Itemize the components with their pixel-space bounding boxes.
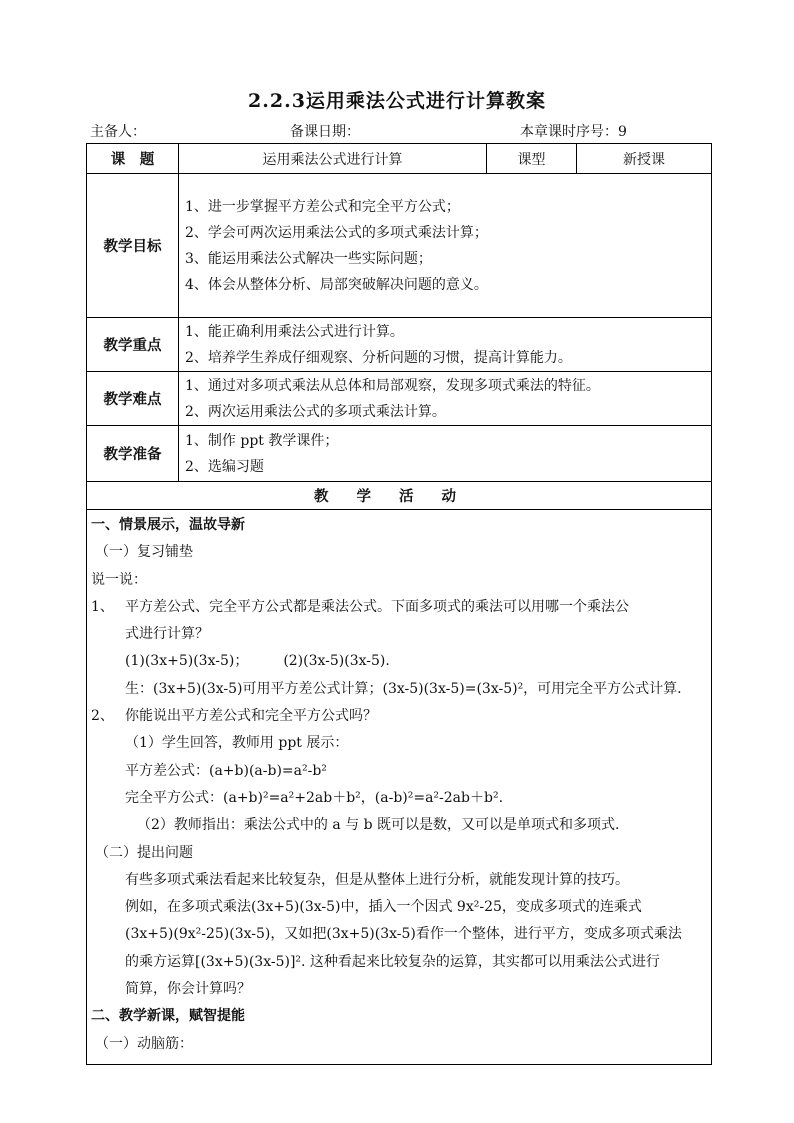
focus-item: 2、培养学生养成仔细观察、分析问题的习惯，提高计算能力。 [185, 349, 572, 366]
paragraph: (3x+5)(9x²-25)(3x-5)，又如把(3x+5)(3x-5)看作一个整体，进行平方，变成多项式乘法 [125, 926, 682, 943]
question-text: 式进行计算？ [125, 626, 209, 643]
prep-item: 1、制作 ppt 教学课件； [185, 432, 339, 449]
paragraph: 简算，你会计算吗？ [125, 981, 251, 998]
prep-row [87, 426, 712, 482]
focus-item: 1、能正确利用乘法公式进行计算。 [185, 323, 404, 340]
question-2-line [91, 703, 711, 730]
prep-label: 教学准备 [87, 426, 179, 482]
goals-row [87, 174, 712, 318]
activity-header-row [87, 482, 712, 510]
paragraph: 有些多项式乘法看起来比较复杂，但是从整体上进行分析，就能发现计算的技巧。 [125, 871, 629, 888]
activity-body-row [87, 510, 712, 1065]
answer-line: 生：(3x+5)(3x-5)可用平方差公式计算；(3x-5)(3x-5)=(3x-5)²，可用完全平方公式计算. [125, 680, 682, 697]
goal-item: 4、体会从整体分析、局部突破解决问题的意义。 [185, 276, 488, 293]
goal-item: 1、进一步掌握平方差公式和完全平方公式； [185, 198, 460, 215]
prep-item: 2、选编习题 [185, 458, 264, 475]
paragraph: （1）学生回答，教师用 ppt 展示： [125, 735, 349, 752]
paragraph: 的乘方运算[(3x+5)(3x-5)]². 这种看起来比较复杂的运算，其实都可以用乘法公式进行 [125, 953, 660, 970]
topic-label: 课 题 [87, 144, 179, 174]
section-heading: 二、教学新课，赋智提能 [91, 1008, 245, 1025]
difficulty-item: 1、通过对多项式乘法从总体和局部观察，发现多项式乘法的特征。 [185, 377, 600, 394]
topic-value: 运用乘法公式进行计算 [179, 144, 487, 174]
formula-line: 完全平方公式：(a+b)²=a²+2ab＋b²，(a-b)²=a²-2ab＋b². [125, 789, 504, 806]
serial-label: 本章课时序号：9 [520, 124, 627, 140]
difficulty-list [179, 372, 712, 426]
lesson-plan-table [86, 143, 712, 1065]
question-text: 平方差公式、完全平方公式都是乘法公式。下面多项式的乘法可以用哪一个乘法公 [125, 598, 629, 615]
preparer-label: 主备人： [90, 124, 146, 140]
question-number: 1、 [91, 598, 114, 615]
goals-list [179, 174, 712, 318]
section-heading: 一、情景展示，温故导新 [91, 517, 245, 533]
activity-header: 教学活动 [87, 482, 712, 510]
type-label: 课型 [487, 144, 577, 174]
activity-body [87, 510, 712, 1065]
goals-label: 教学目标 [87, 174, 179, 318]
paragraph: （2）教师指出：乘法公式中的 a 与 b 既可以是数，又可以是单项式和多项式. [137, 817, 620, 834]
subsection-heading: （一）复习铺垫 [95, 544, 193, 561]
focus-label: 教学重点 [87, 318, 179, 372]
paragraph: 说一说： [91, 571, 147, 588]
question-number: 2、 [91, 708, 114, 725]
topic-row [87, 144, 712, 174]
difficulty-label: 教学难点 [87, 372, 179, 426]
difficulty-item: 2、两次运用乘法公式的多项式乘法计算。 [185, 403, 446, 420]
subsection-heading: （二）提出问题 [95, 844, 193, 861]
goal-item: 2、学会可两次运用乘法公式的多项式乘法计算； [185, 224, 488, 241]
goal-item: 3、能运用乘法公式解决一些实际问题； [185, 250, 432, 267]
date-label: 备课日期： [290, 124, 360, 140]
prep-list [179, 426, 712, 482]
type-value: 新授课 [577, 144, 712, 174]
difficulty-row [87, 372, 712, 426]
subsection-heading: （一）动脑筋： [95, 1035, 193, 1052]
focus-list [179, 318, 712, 372]
question-text: 你能说出平方差公式和完全平方公式吗？ [125, 708, 377, 725]
focus-row [87, 318, 712, 372]
formula-line: 平方差公式：(a+b)(a-b)=a²-b² [125, 762, 327, 779]
question-1-line [91, 594, 711, 621]
paragraph: 例如，在多项式乘法(3x+5)(3x-5)中，插入一个因式 9x²-25，变成多项式的连乘式 [125, 899, 642, 916]
document-title: 2.2.3运用乘法公式进行计算教案 [248, 90, 546, 112]
expression-line: (1)(3x+5)(3x-5)； (2)(3x-5)(3x-5). [125, 653, 390, 670]
